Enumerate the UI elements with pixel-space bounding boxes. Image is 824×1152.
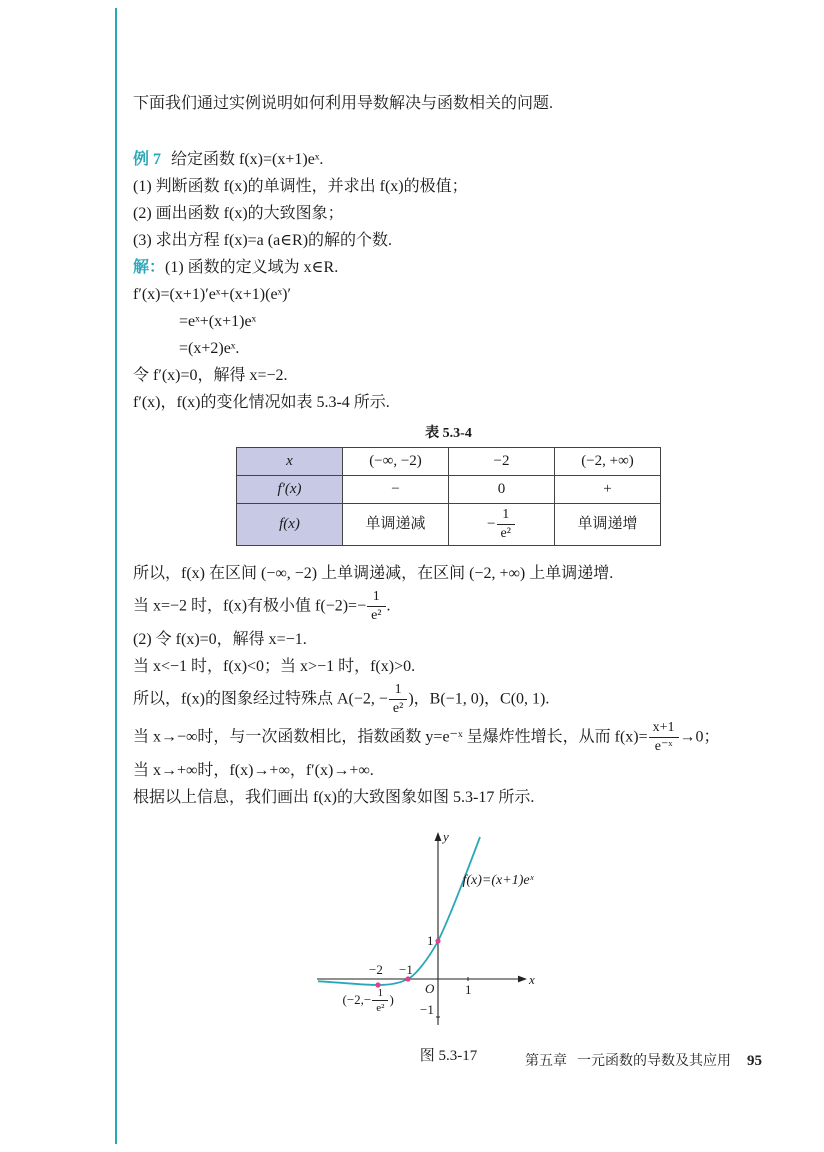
table-row-f: [237, 504, 661, 546]
table-row-fprime: [237, 476, 661, 504]
table-header-f: f(x): [237, 504, 343, 546]
table-intro-line: f′(x)，f(x)的变化情况如表 5.3-4 所示.: [133, 394, 390, 411]
x-axis-label: x: [528, 971, 535, 987]
y-tick-label-minus1: −1: [419, 1001, 434, 1017]
example-statement: 给定函数 f(x)=(x+1)eˣ.: [171, 151, 324, 168]
x-tick-label-1: 1: [464, 981, 471, 997]
example-item-1: (1) 判断函数 f(x)的单调性，并求出 f(x)的极值；: [133, 178, 468, 195]
min-value-pre: 当 x=−2 时，f(x)有极小值 f(−2)=−: [133, 597, 367, 615]
point-c-marker: [435, 938, 440, 943]
solve-zero-line: 令 f′(x)=0，解得 x=−2.: [133, 367, 288, 384]
min-value-post: .: [386, 597, 391, 615]
table-cell-interval-left: (−∞, −2): [343, 448, 449, 476]
fraction-point-a: $\frac{1}{\text{e²}}$: [389, 682, 407, 717]
x-tick-label-minus1: −1: [398, 961, 413, 977]
variation-table: [236, 447, 661, 546]
derivation-line-3: =(x+2)eˣ.: [179, 340, 240, 357]
function-graph-figure: [313, 827, 585, 1032]
table-cell-sign-zero: 0: [449, 476, 555, 504]
minimum-value-line: [133, 589, 764, 624]
example-label: 例 7: [133, 151, 162, 168]
special-points-line: [133, 682, 764, 717]
page-footer: [525, 1050, 762, 1070]
footer-chapter-title: 一元函数的导数及其应用: [577, 1054, 731, 1069]
table-cell-increasing: 单调递增: [555, 504, 661, 546]
point-label-post: ): [389, 991, 394, 1007]
figure-caption: 图 5.3-17: [419, 1047, 478, 1064]
derivation-line-1: f′(x)=(x+1)′eˣ+(x+1)(eˣ)′: [133, 286, 291, 303]
solution-first-line: [133, 254, 764, 281]
limit-post: →0；: [679, 727, 720, 745]
point-b-marker: [405, 976, 410, 981]
fraction-limit: $\frac{x+1}{\text{e⁻ˣ}}$: [649, 720, 679, 755]
derivation-line-2: =eˣ+(x+1)eˣ: [179, 313, 257, 330]
curve-equation-label: f(x)=(x+1)eˣ: [462, 872, 534, 888]
table-row-x: [237, 448, 661, 476]
table-cell-minimum: [449, 504, 555, 546]
origin-label: O: [424, 980, 434, 996]
x-axis-arrow-icon: [518, 975, 527, 982]
table-cell-sign-neg: −: [343, 476, 449, 504]
fraction-extremum: $\frac{1}{\text{e²}}$: [367, 589, 385, 624]
fraction-point-label: $\frac{1}{\text{e²}}$: [372, 987, 388, 1015]
table-cell-critical-x: −2: [449, 448, 555, 476]
zero-solve-line: (2) 令 f(x)=0，解得 x=−1.: [133, 631, 307, 649]
sign-analysis-line: 当 x<−1 时，f(x)<0；当 x>−1 时，f(x)>0.: [133, 658, 416, 676]
table-header-fprime: f′(x): [237, 476, 343, 504]
special-points-post: )，B(−1, 0)，C(0, 1).: [408, 690, 550, 708]
graph-intro-line: 根据以上信息，我们画出 f(x)的大致图象如图 5.3-17 所示.: [133, 788, 535, 806]
monotonicity-conclusion: 所以，f(x) 在区间 (−∞, −2) 上单调递减，在区间 (−2, +∞) 上单调递增.: [133, 565, 614, 583]
limit-neg-infinity-line: [133, 720, 764, 755]
special-points-pre: 所以，f(x)的图象经过特殊点 A(−2, −: [133, 690, 388, 708]
fraction-min-value: $\frac{1}{\text{e²}}$: [497, 507, 515, 542]
table-header-x: x: [237, 448, 343, 476]
example-item-3: (3) 求出方程 f(x)=a (a∈R)的解的个数.: [133, 232, 393, 249]
y-axis-label: y: [442, 828, 449, 844]
minimum-point-label: [343, 987, 394, 1015]
y-tick-label-1: 1: [426, 932, 433, 948]
footer-chapter: 第五章: [525, 1054, 567, 1069]
table-cell-sign-pos: +: [555, 476, 661, 504]
minus-sign: −: [487, 516, 496, 533]
limit-pre: 当 x→−∞时，与一次函数相比，指数函数 y=e⁻ˣ 呈爆炸性增长，从而 f(x)=: [133, 727, 648, 745]
y-axis-arrow-icon: [434, 832, 441, 841]
x-tick-label-minus2: −2: [368, 961, 383, 977]
table-cell-decreasing: 单调递减: [343, 504, 449, 546]
table-cell-interval-right: (−2, +∞): [555, 448, 661, 476]
intro-paragraph: 下面我们通过实例说明如何利用导数解决与函数相关的问题.: [133, 95, 554, 112]
page-edge-rule: [115, 8, 117, 1144]
example-item-2: (2) 画出函数 f(x)的大致图象；: [133, 205, 344, 222]
limit-pos-infinity-line: 当 x→+∞时，f(x)→+∞，f′(x)→+∞.: [133, 761, 374, 779]
footer-page-number: 95: [747, 1053, 762, 1069]
point-label-pre: (−2,−: [342, 991, 372, 1007]
solution-domain-text: (1) 函数的定义域为 x∈R.: [165, 259, 339, 276]
solution-label: 解：: [133, 259, 166, 276]
example-heading: [133, 146, 764, 173]
table-caption: 表 5.3-4: [425, 426, 472, 441]
